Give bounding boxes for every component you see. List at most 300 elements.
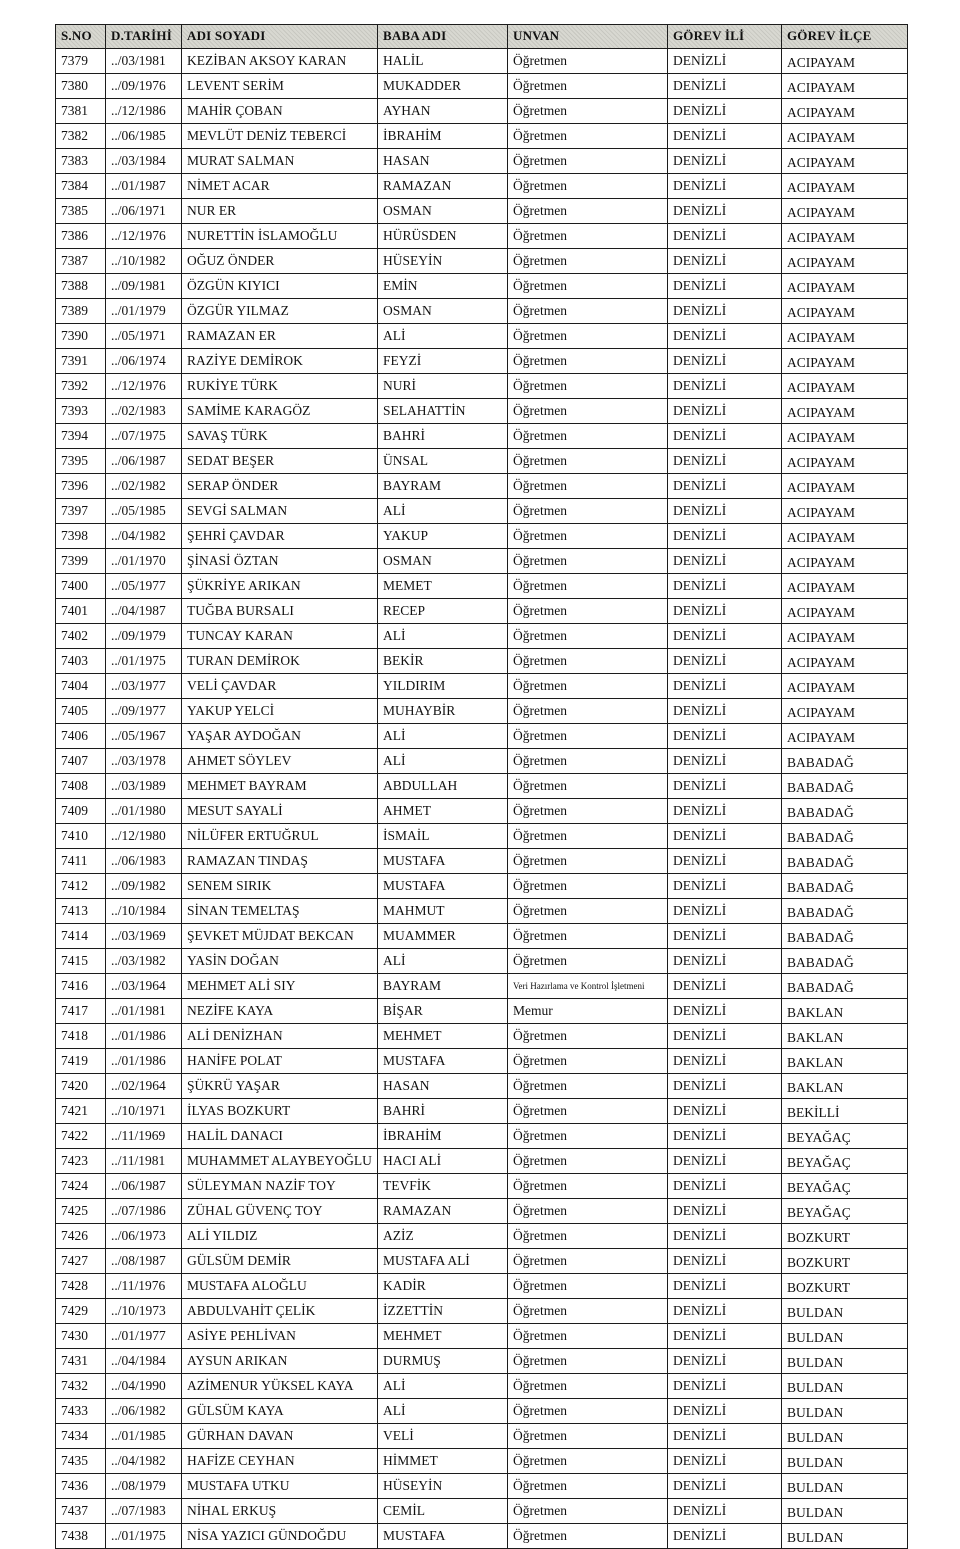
cell-adi-soyadi: TURAN DEMİROK <box>182 649 378 674</box>
cell-adi-soyadi: SAVAŞ TÜRK <box>182 424 378 449</box>
cell-gorev-ilce: BULDAN <box>782 1374 908 1399</box>
cell-gorev-ili: DENİZLİ <box>668 1049 782 1074</box>
cell-gorev-ili: DENİZLİ <box>668 974 782 999</box>
table-row <box>56 824 908 849</box>
cell-gorev-ilce: ACIPAYAM <box>782 724 908 749</box>
table-row <box>56 1324 908 1349</box>
cell-gorev-ili: DENİZLİ <box>668 674 782 699</box>
cell-dtarihi: ../01/1987 <box>106 174 182 199</box>
cell-dtarihi: ../03/1978 <box>106 749 182 774</box>
cell-adi-soyadi: SİNAN TEMELTAŞ <box>182 899 378 924</box>
cell-baba-adi: ABDULLAH <box>378 774 508 799</box>
cell-baba-adi: EMİN <box>378 274 508 299</box>
table-row <box>56 1349 908 1374</box>
cell-unvan: Öğretmen <box>508 1524 668 1549</box>
cell-adi-soyadi: HANİFE POLAT <box>182 1049 378 1074</box>
cell-baba-adi: HÜRÜSDEN <box>378 224 508 249</box>
cell-dtarihi: ../10/1971 <box>106 1099 182 1124</box>
cell-gorev-ili: DENİZLİ <box>668 49 782 74</box>
cell-unvan: Öğretmen <box>508 549 668 574</box>
cell-baba-adi: MUSTAFA <box>378 1524 508 1549</box>
cell-adi-soyadi: SEVGİ SALMAN <box>182 499 378 524</box>
table-row <box>56 99 908 124</box>
cell-baba-adi: DURMUŞ <box>378 1349 508 1374</box>
cell-unvan: Öğretmen <box>508 399 668 424</box>
cell-unvan: Öğretmen <box>508 899 668 924</box>
cell-baba-adi: NURİ <box>378 374 508 399</box>
cell-sno: 7435 <box>56 1449 106 1474</box>
cell-dtarihi: ../11/1976 <box>106 1274 182 1299</box>
cell-dtarihi: ../05/1977 <box>106 574 182 599</box>
cell-gorev-ilce: BABADAĞ <box>782 749 908 774</box>
cell-baba-adi: İBRAHİM <box>378 1124 508 1149</box>
cell-sno: 7380 <box>56 74 106 99</box>
cell-gorev-ili: DENİZLİ <box>668 1274 782 1299</box>
cell-sno: 7391 <box>56 349 106 374</box>
cell-adi-soyadi: YAKUP YELCİ <box>182 699 378 724</box>
cell-unvan: Öğretmen <box>508 1049 668 1074</box>
cell-unvan: Öğretmen <box>508 749 668 774</box>
cell-dtarihi: ../08/1987 <box>106 1249 182 1274</box>
cell-unvan: Öğretmen <box>508 799 668 824</box>
cell-sno: 7434 <box>56 1424 106 1449</box>
cell-adi-soyadi: YASİN DOĞAN <box>182 949 378 974</box>
cell-adi-soyadi: NUR ER <box>182 199 378 224</box>
cell-baba-adi: HASAN <box>378 1074 508 1099</box>
header-row <box>56 25 908 49</box>
cell-gorev-ili: DENİZLİ <box>668 1449 782 1474</box>
cell-dtarihi: ../11/1969 <box>106 1124 182 1149</box>
cell-baba-adi: MAHMUT <box>378 899 508 924</box>
cell-dtarihi: ../05/1967 <box>106 724 182 749</box>
cell-adi-soyadi: ŞİNASİ ÖZTAN <box>182 549 378 574</box>
cell-adi-soyadi: MUSTAFA ALOĞLU <box>182 1274 378 1299</box>
cell-adi-soyadi: MEVLÜT DENİZ TEBERCİ <box>182 124 378 149</box>
cell-dtarihi: ../06/1982 <box>106 1399 182 1424</box>
cell-gorev-ilce: BABADAĞ <box>782 974 908 999</box>
cell-gorev-ili: DENİZLİ <box>668 1499 782 1524</box>
cell-sno: 7385 <box>56 199 106 224</box>
cell-gorev-ilce: ACIPAYAM <box>782 324 908 349</box>
cell-baba-adi: ALİ <box>378 949 508 974</box>
cell-gorev-ili: DENİZLİ <box>668 1324 782 1349</box>
cell-adi-soyadi: AHMET SÖYLEV <box>182 749 378 774</box>
cell-gorev-ili: DENİZLİ <box>668 1524 782 1549</box>
cell-sno: 7437 <box>56 1499 106 1524</box>
cell-adi-soyadi: NEZİFE KAYA <box>182 999 378 1024</box>
table-row <box>56 1124 908 1149</box>
cell-sno: 7410 <box>56 824 106 849</box>
table-row <box>56 149 908 174</box>
cell-adi-soyadi: MUSTAFA UTKU <box>182 1474 378 1499</box>
cell-sno: 7424 <box>56 1174 106 1199</box>
cell-baba-adi: ALİ <box>378 749 508 774</box>
cell-baba-adi: RAMAZAN <box>378 1199 508 1224</box>
cell-adi-soyadi: GÜLSÜM KAYA <box>182 1399 378 1424</box>
cell-unvan: Öğretmen <box>508 1399 668 1424</box>
cell-dtarihi: ../06/1983 <box>106 849 182 874</box>
cell-unvan: Öğretmen <box>508 949 668 974</box>
cell-dtarihi: ../05/1971 <box>106 324 182 349</box>
cell-adi-soyadi: ASİYE PEHLİVAN <box>182 1324 378 1349</box>
cell-sno: 7430 <box>56 1324 106 1349</box>
cell-gorev-ili: DENİZLİ <box>668 99 782 124</box>
cell-adi-soyadi: YAŞAR AYDOĞAN <box>182 724 378 749</box>
cell-dtarihi: ../03/1989 <box>106 774 182 799</box>
cell-unvan: Öğretmen <box>508 1324 668 1349</box>
cell-sno: 7412 <box>56 874 106 899</box>
cell-adi-soyadi: SÜLEYMAN NAZİF TOY <box>182 1174 378 1199</box>
cell-gorev-ilce: BULDAN <box>782 1474 908 1499</box>
cell-gorev-ili: DENİZLİ <box>668 899 782 924</box>
table-row <box>56 374 908 399</box>
cell-unvan: Memur <box>508 999 668 1024</box>
cell-dtarihi: ../01/1986 <box>106 1024 182 1049</box>
cell-dtarihi: ../02/1983 <box>106 399 182 424</box>
cell-baba-adi: ÜNSAL <box>378 449 508 474</box>
cell-unvan: Öğretmen <box>508 599 668 624</box>
cell-baba-adi: SELAHATTİN <box>378 399 508 424</box>
cell-sno: 7387 <box>56 249 106 274</box>
cell-baba-adi: VELİ <box>378 1424 508 1449</box>
cell-adi-soyadi: RAMAZAN ER <box>182 324 378 349</box>
table-row <box>56 924 908 949</box>
cell-baba-adi: MEHMET <box>378 1024 508 1049</box>
cell-sno: 7426 <box>56 1224 106 1249</box>
cell-baba-adi: İZZETTİN <box>378 1299 508 1324</box>
cell-gorev-ili: DENİZLİ <box>668 449 782 474</box>
cell-adi-soyadi: VELİ ÇAVDAR <box>182 674 378 699</box>
cell-unvan: Öğretmen <box>508 249 668 274</box>
cell-unvan: Öğretmen <box>508 1174 668 1199</box>
table-row <box>56 1274 908 1299</box>
cell-gorev-ilce: BAKLAN <box>782 1049 908 1074</box>
cell-dtarihi: ../10/1984 <box>106 899 182 924</box>
cell-gorev-ilce: BEYAĞAÇ <box>782 1149 908 1174</box>
cell-gorev-ili: DENİZLİ <box>668 499 782 524</box>
cell-gorev-ilce: BAKLAN <box>782 1024 908 1049</box>
cell-sno: 7384 <box>56 174 106 199</box>
cell-baba-adi: AHMET <box>378 799 508 824</box>
cell-gorev-ili: DENİZLİ <box>668 749 782 774</box>
cell-unvan: Öğretmen <box>508 824 668 849</box>
cell-adi-soyadi: NİMET ACAR <box>182 174 378 199</box>
cell-dtarihi: ../03/1964 <box>106 974 182 999</box>
cell-dtarihi: ../06/1973 <box>106 1224 182 1249</box>
table-row <box>56 674 908 699</box>
cell-adi-soyadi: NİSA YAZICI GÜNDOĞDU <box>182 1524 378 1549</box>
cell-gorev-ilce: ACIPAYAM <box>782 699 908 724</box>
cell-sno: 7382 <box>56 124 106 149</box>
cell-gorev-ilce: ACIPAYAM <box>782 349 908 374</box>
cell-adi-soyadi: NURETTİN İSLAMOĞLU <box>182 224 378 249</box>
table-row <box>56 1074 908 1099</box>
cell-sno: 7425 <box>56 1199 106 1224</box>
cell-unvan: Öğretmen <box>508 924 668 949</box>
cell-sno: 7408 <box>56 774 106 799</box>
cell-gorev-ilce: ACIPAYAM <box>782 74 908 99</box>
cell-unvan: Öğretmen <box>508 524 668 549</box>
cell-dtarihi: ../03/1981 <box>106 49 182 74</box>
cell-baba-adi: ALİ <box>378 1399 508 1424</box>
cell-dtarihi: ../09/1977 <box>106 699 182 724</box>
cell-sno: 7428 <box>56 1274 106 1299</box>
cell-gorev-ili: DENİZLİ <box>668 324 782 349</box>
cell-gorev-ili: DENİZLİ <box>668 1399 782 1424</box>
cell-gorev-ilce: ACIPAYAM <box>782 674 908 699</box>
cell-adi-soyadi: AZİMENUR YÜKSEL KAYA <box>182 1374 378 1399</box>
cell-baba-adi: OSMAN <box>378 199 508 224</box>
cell-baba-adi: BAYRAM <box>378 974 508 999</box>
table-row <box>56 399 908 424</box>
cell-gorev-ili: DENİZLİ <box>668 424 782 449</box>
cell-unvan: Öğretmen <box>508 224 668 249</box>
cell-gorev-ili: DENİZLİ <box>668 849 782 874</box>
cell-baba-adi: ALİ <box>378 624 508 649</box>
cell-baba-adi: HÜSEYİN <box>378 249 508 274</box>
table-row <box>56 249 908 274</box>
cell-unvan: Öğretmen <box>508 324 668 349</box>
cell-sno: 7438 <box>56 1524 106 1549</box>
table-row <box>56 74 908 99</box>
cell-gorev-ilce: BULDAN <box>782 1449 908 1474</box>
cell-adi-soyadi: ŞEHRİ ÇAVDAR <box>182 524 378 549</box>
cell-dtarihi: ../04/1982 <box>106 524 182 549</box>
cell-dtarihi: ../01/1970 <box>106 549 182 574</box>
cell-gorev-ili: DENİZLİ <box>668 199 782 224</box>
cell-baba-adi: HALİL <box>378 49 508 74</box>
cell-adi-soyadi: ŞEVKET MÜJDAT BEKCAN <box>182 924 378 949</box>
cell-gorev-ili: DENİZLİ <box>668 1174 782 1199</box>
table-row <box>56 1149 908 1174</box>
cell-sno: 7407 <box>56 749 106 774</box>
cell-gorev-ili: DENİZLİ <box>668 1349 782 1374</box>
cell-adi-soyadi: KEZİBAN AKSOY KARAN <box>182 49 378 74</box>
cell-sno: 7403 <box>56 649 106 674</box>
cell-unvan: Öğretmen <box>508 449 668 474</box>
cell-adi-soyadi: NİHAL ERKUŞ <box>182 1499 378 1524</box>
header-unvan: UNVAN <box>508 25 668 49</box>
cell-gorev-ili: DENİZLİ <box>668 624 782 649</box>
cell-adi-soyadi: MAHİR ÇOBAN <box>182 99 378 124</box>
cell-sno: 7423 <box>56 1149 106 1174</box>
cell-unvan: Öğretmen <box>508 299 668 324</box>
cell-sno: 7433 <box>56 1399 106 1424</box>
cell-dtarihi: ../06/1971 <box>106 199 182 224</box>
cell-sno: 7416 <box>56 974 106 999</box>
table-row <box>56 1524 908 1549</box>
table-row <box>56 599 908 624</box>
header-gorev-ilce: GÖREV İLÇE <box>782 25 908 49</box>
cell-adi-soyadi: MURAT SALMAN <box>182 149 378 174</box>
header-adi-soyadi: ADI SOYADI <box>182 25 378 49</box>
cell-unvan: Öğretmen <box>508 1099 668 1124</box>
cell-unvan: Öğretmen <box>508 49 668 74</box>
cell-gorev-ilce: ACIPAYAM <box>782 574 908 599</box>
cell-baba-adi: BAHRİ <box>378 424 508 449</box>
cell-dtarihi: ../10/1982 <box>106 249 182 274</box>
cell-sno: 7417 <box>56 999 106 1024</box>
cell-gorev-ili: DENİZLİ <box>668 1474 782 1499</box>
cell-unvan: Öğretmen <box>508 1424 668 1449</box>
cell-gorev-ilce: ACIPAYAM <box>782 649 908 674</box>
table-row <box>56 1199 908 1224</box>
cell-unvan: Öğretmen <box>508 724 668 749</box>
cell-unvan: Öğretmen <box>508 649 668 674</box>
table-row <box>56 1299 908 1324</box>
cell-adi-soyadi: TUNCAY KARAN <box>182 624 378 649</box>
cell-gorev-ilce: BOZKURT <box>782 1274 908 1299</box>
table-row <box>56 849 908 874</box>
cell-dtarihi: ../09/1976 <box>106 74 182 99</box>
table-row <box>56 1224 908 1249</box>
cell-unvan: Öğretmen <box>508 1249 668 1274</box>
table-row <box>56 799 908 824</box>
table-row <box>56 424 908 449</box>
table-row <box>56 1424 908 1449</box>
cell-gorev-ilce: ACIPAYAM <box>782 374 908 399</box>
cell-gorev-ili: DENİZLİ <box>668 999 782 1024</box>
cell-dtarihi: ../01/1980 <box>106 799 182 824</box>
cell-sno: 7422 <box>56 1124 106 1149</box>
cell-unvan: Öğretmen <box>508 1024 668 1049</box>
cell-sno: 7392 <box>56 374 106 399</box>
cell-adi-soyadi: ÖZGÜR YILMAZ <box>182 299 378 324</box>
cell-gorev-ili: DENİZLİ <box>668 1149 782 1174</box>
cell-gorev-ili: DENİZLİ <box>668 224 782 249</box>
cell-baba-adi: YILDIRIM <box>378 674 508 699</box>
cell-dtarihi: ../08/1979 <box>106 1474 182 1499</box>
cell-dtarihi: ../03/1969 <box>106 924 182 949</box>
cell-gorev-ilce: BOZKURT <box>782 1249 908 1274</box>
cell-unvan: Öğretmen <box>508 1149 668 1174</box>
personnel-table <box>55 24 908 1549</box>
cell-dtarihi: ../03/1977 <box>106 674 182 699</box>
cell-dtarihi: ../03/1982 <box>106 949 182 974</box>
cell-unvan: Öğretmen <box>508 1349 668 1374</box>
cell-gorev-ili: DENİZLİ <box>668 1299 782 1324</box>
cell-sno: 7421 <box>56 1099 106 1124</box>
cell-unvan: Öğretmen <box>508 1199 668 1224</box>
cell-gorev-ilce: BABADAĞ <box>782 799 908 824</box>
table-row <box>56 474 908 499</box>
cell-gorev-ilce: BABADAĞ <box>782 924 908 949</box>
cell-gorev-ili: DENİZLİ <box>668 349 782 374</box>
cell-sno: 7405 <box>56 699 106 724</box>
table-row <box>56 724 908 749</box>
cell-adi-soyadi: SENEM SIRIK <box>182 874 378 899</box>
cell-dtarihi: ../06/1987 <box>106 449 182 474</box>
table-row <box>56 174 908 199</box>
cell-gorev-ili: DENİZLİ <box>668 299 782 324</box>
cell-gorev-ilce: ACIPAYAM <box>782 474 908 499</box>
cell-dtarihi: ../01/1986 <box>106 1049 182 1074</box>
cell-adi-soyadi: RUKİYE TÜRK <box>182 374 378 399</box>
cell-sno: 7404 <box>56 674 106 699</box>
cell-adi-soyadi: RAMAZAN TINDAŞ <box>182 849 378 874</box>
cell-dtarihi: ../02/1964 <box>106 1074 182 1099</box>
cell-gorev-ili: DENİZLİ <box>668 474 782 499</box>
cell-gorev-ilce: BULDAN <box>782 1299 908 1324</box>
cell-unvan: Öğretmen <box>508 424 668 449</box>
cell-baba-adi: HÜSEYİN <box>378 1474 508 1499</box>
table-row <box>56 1499 908 1524</box>
cell-gorev-ili: DENİZLİ <box>668 824 782 849</box>
cell-adi-soyadi: SAMİME KARAGÖZ <box>182 399 378 424</box>
cell-sno: 7419 <box>56 1049 106 1074</box>
cell-adi-soyadi: ZÜHAL GÜVENÇ TOY <box>182 1199 378 1224</box>
table-row <box>56 49 908 74</box>
header-baba-adi: BABA ADI <box>378 25 508 49</box>
cell-gorev-ili: DENİZLİ <box>668 699 782 724</box>
table-row <box>56 749 908 774</box>
cell-adi-soyadi: ALİ DENİZHAN <box>182 1024 378 1049</box>
table-row <box>56 774 908 799</box>
cell-sno: 7389 <box>56 299 106 324</box>
cell-baba-adi: AZİZ <box>378 1224 508 1249</box>
cell-unvan: Öğretmen <box>508 699 668 724</box>
cell-sno: 7401 <box>56 599 106 624</box>
cell-sno: 7388 <box>56 274 106 299</box>
table-row <box>56 624 908 649</box>
cell-gorev-ili: DENİZLİ <box>668 1024 782 1049</box>
cell-baba-adi: AYHAN <box>378 99 508 124</box>
cell-gorev-ilce: ACIPAYAM <box>782 49 908 74</box>
cell-sno: 7393 <box>56 399 106 424</box>
cell-gorev-ilce: BOZKURT <box>782 1224 908 1249</box>
cell-gorev-ili: DENİZLİ <box>668 574 782 599</box>
cell-sno: 7414 <box>56 924 106 949</box>
cell-sno: 7394 <box>56 424 106 449</box>
cell-gorev-ilce: ACIPAYAM <box>782 99 908 124</box>
cell-sno: 7396 <box>56 474 106 499</box>
cell-sno: 7415 <box>56 949 106 974</box>
cell-dtarihi: ../01/1985 <box>106 1424 182 1449</box>
cell-dtarihi: ../01/1977 <box>106 1324 182 1349</box>
cell-gorev-ilce: ACIPAYAM <box>782 549 908 574</box>
cell-sno: 7386 <box>56 224 106 249</box>
cell-baba-adi: ALİ <box>378 1374 508 1399</box>
cell-adi-soyadi: GÜRHAN DAVAN <box>182 1424 378 1449</box>
cell-gorev-ilce: ACIPAYAM <box>782 274 908 299</box>
cell-sno: 7431 <box>56 1349 106 1374</box>
cell-sno: 7400 <box>56 574 106 599</box>
cell-gorev-ili: DENİZLİ <box>668 874 782 899</box>
cell-sno: 7413 <box>56 899 106 924</box>
cell-gorev-ilce: BABADAĞ <box>782 849 908 874</box>
cell-dtarihi: ../12/1976 <box>106 224 182 249</box>
table-row <box>56 499 908 524</box>
cell-unvan: Öğretmen <box>508 849 668 874</box>
cell-gorev-ilce: BEYAĞAÇ <box>782 1199 908 1224</box>
cell-gorev-ili: DENİZLİ <box>668 799 782 824</box>
cell-gorev-ili: DENİZLİ <box>668 1199 782 1224</box>
cell-gorev-ili: DENİZLİ <box>668 399 782 424</box>
cell-gorev-ilce: BABADAĞ <box>782 899 908 924</box>
cell-baba-adi: MUAMMER <box>378 924 508 949</box>
cell-gorev-ili: DENİZLİ <box>668 949 782 974</box>
cell-gorev-ili: DENİZLİ <box>668 1074 782 1099</box>
cell-dtarihi: ../01/1975 <box>106 1524 182 1549</box>
cell-dtarihi: ../01/1979 <box>106 299 182 324</box>
header-sno: S.NO <box>56 25 106 49</box>
cell-sno: 7379 <box>56 49 106 74</box>
cell-sno: 7402 <box>56 624 106 649</box>
cell-baba-adi: BAYRAM <box>378 474 508 499</box>
cell-baba-adi: MEMET <box>378 574 508 599</box>
cell-adi-soyadi: OĞUZ ÖNDER <box>182 249 378 274</box>
table-row <box>56 1399 908 1424</box>
